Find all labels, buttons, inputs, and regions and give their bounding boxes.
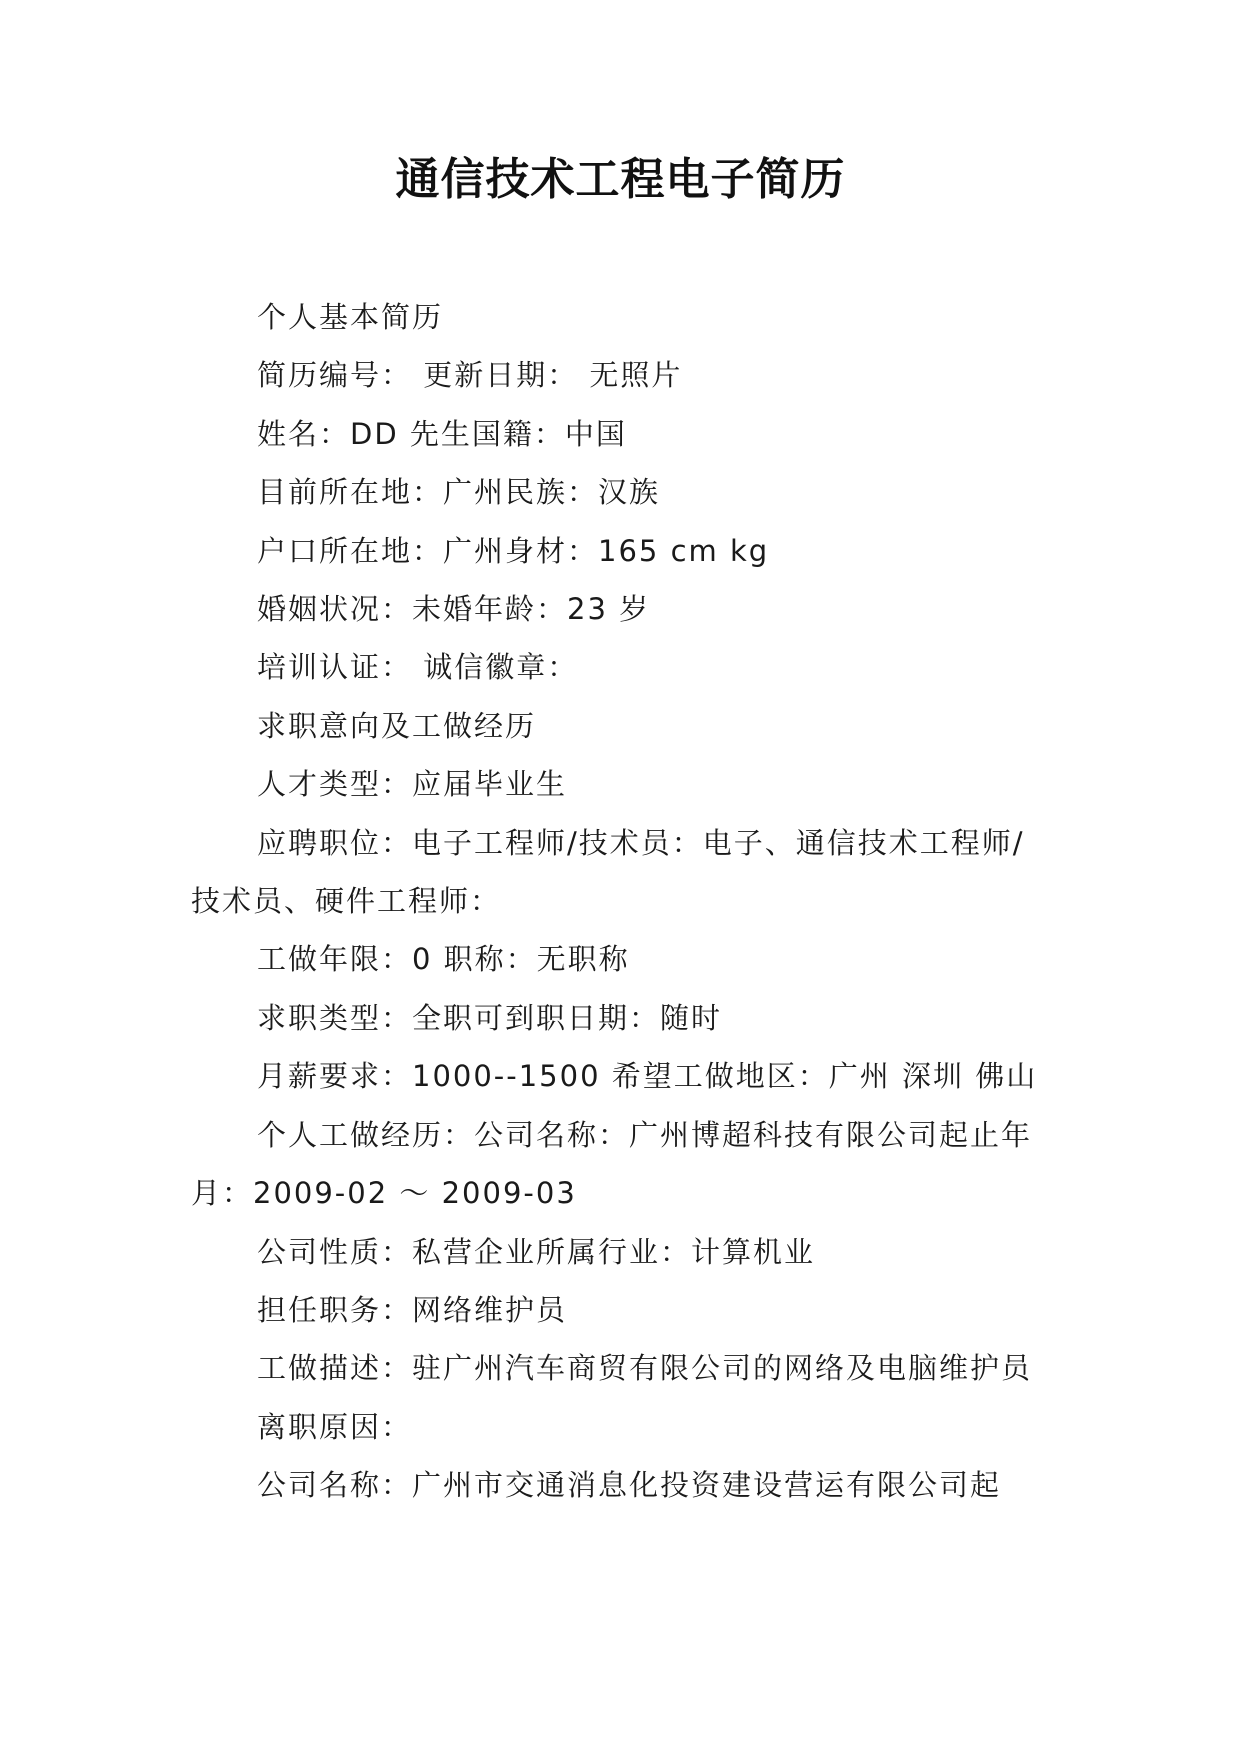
paragraph-location-ethnicity: 目前所在地：广州民族：汉族 xyxy=(257,475,661,510)
paragraph-applied-position: 应聘职位：电子工程师/技术员：电子、通信技术工程师/技术员、硬件工程师： xyxy=(191,825,1025,919)
paragraph-name-nationality: 姓名：DD 先生国籍：中国 xyxy=(257,416,627,451)
paragraph-section-job-intent: 求职意向及工做经历 xyxy=(257,708,537,743)
paragraph-talent-type: 人才类型：应届毕业生 xyxy=(257,767,568,802)
paragraph-job-description: 工做描述：驻广州汽车商贸有限公司的网络及电脑维护员 xyxy=(257,1351,1033,1386)
paragraph-marital-age: 婚姻状况：未婚年龄：23 岁 xyxy=(257,592,651,627)
paragraph-resume-number: 简历编号： 更新日期： 无照片 xyxy=(257,358,683,393)
document-body xyxy=(191,288,1051,1515)
paragraph-basic-resume: 个人基本简历 xyxy=(257,300,444,334)
paragraph-company-name-2: 公司名称：广州市交通消息化投资建设营运有限公司起 xyxy=(257,1468,1002,1503)
paragraph-certification: 培训认证： 诚信徽章： xyxy=(257,650,579,685)
paragraph-job-role: 担任职务：网络维护员 xyxy=(257,1292,568,1327)
paragraph-leave-reason: 离职原因： xyxy=(257,1409,413,1444)
paragraph-job-type: 求职类型：全职可到职日期：随时 xyxy=(257,1000,723,1035)
paragraph-hukou-height: 户口所在地：广州身材：165 cm kg xyxy=(257,533,770,568)
paragraph-salary-area: 月薪要求：1000--1500 希望工做地区：广州 深圳 佛山 xyxy=(257,1059,1038,1094)
paragraph-company-nature: 公司性质：私营企业所属行业：计算机业 xyxy=(257,1234,816,1269)
paragraph-work-years: 工做年限：0 职称：无职称 xyxy=(257,942,630,977)
paragraph-work-history: 个人工做经历：公司名称：广州博超科技有限公司起止年月：2009-02 ～ 2009-03 xyxy=(191,1117,1033,1211)
document-title: 通信技术工程电子简历 xyxy=(395,154,846,205)
